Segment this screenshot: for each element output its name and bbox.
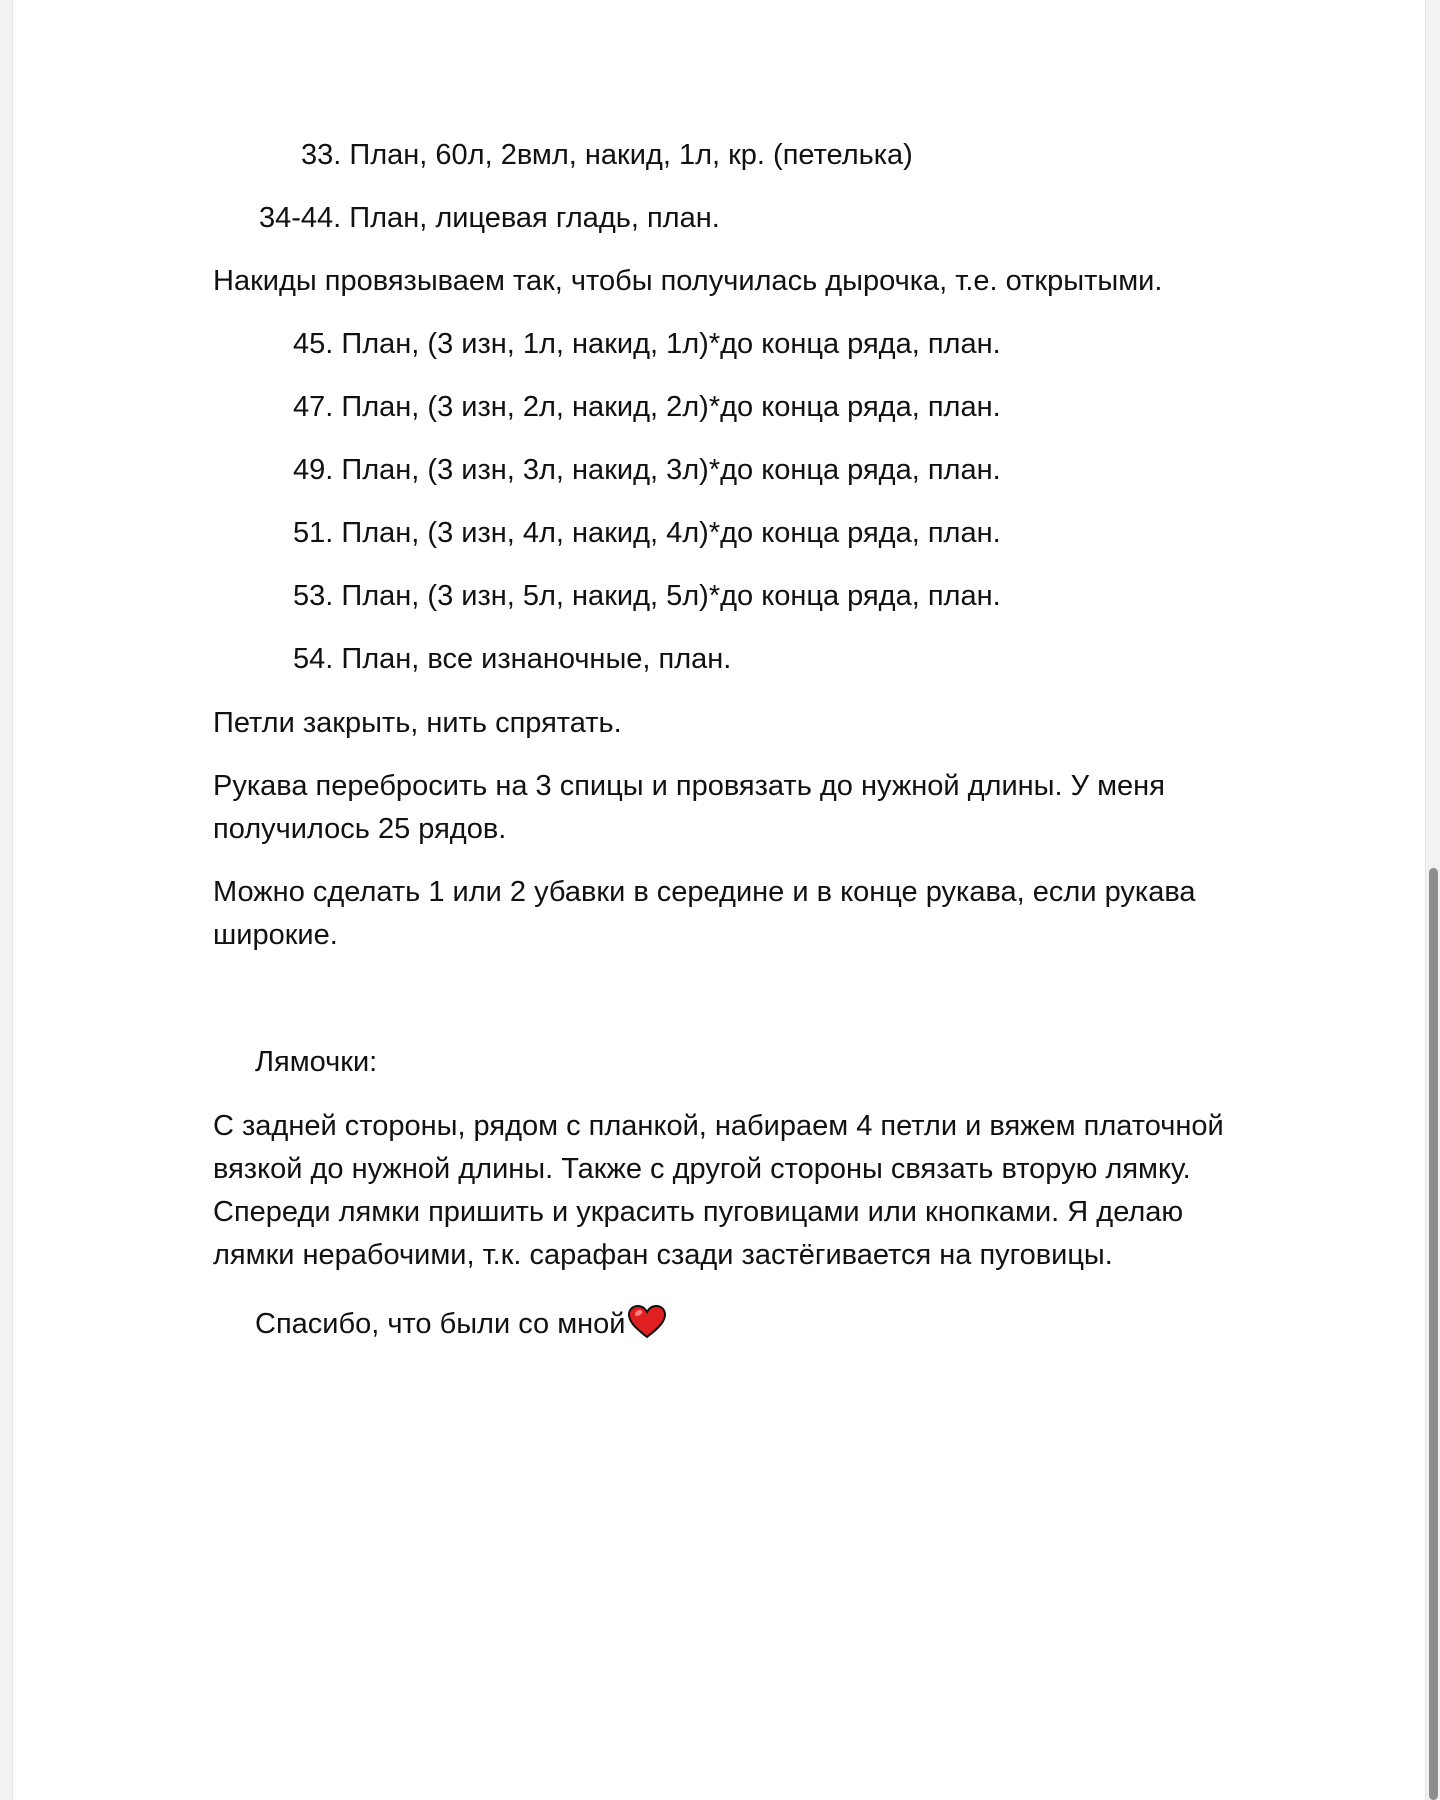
decrease-text-line-2: широкие. — [213, 919, 338, 951]
row-text: План, (3 изн, 2л, накид, 2л)*до конца ряда, план. — [341, 391, 1001, 423]
row-number: 53. — [293, 580, 334, 612]
row-text: План, (3 изн, 3л, накид, 3л)*до конца ряда, план. — [341, 454, 1001, 486]
straps-heading: Лямочки: — [255, 1046, 378, 1078]
thanks-line — [255, 1303, 666, 1352]
row-45 — [293, 323, 1001, 366]
row-number: 34-44. — [259, 202, 342, 234]
heart-icon — [628, 1305, 666, 1352]
row-number: 51. — [293, 517, 334, 549]
straps-text-line-4: лямки нерабочими, т.к. сарафан сзади застёгивается на пуговицы. — [213, 1239, 1113, 1271]
row-number: 47. — [293, 391, 334, 423]
row-text: План, (3 изн, 1л, накид, 1л)*до конца ряда, план. — [341, 328, 1001, 360]
note-yarn-overs: Накиды провязываем так, чтобы получилась дырочка, т.е. открытыми. — [213, 265, 1163, 297]
row-33 — [301, 134, 913, 177]
document-page — [12, 0, 1426, 1800]
straps-text-line-3: Спереди лямки пришить и украсить пуговицами или кнопками. Я делаю — [213, 1196, 1184, 1228]
row-number: 54. — [293, 643, 334, 675]
row-49 — [293, 449, 1001, 492]
row-text: План, (3 изн, 4л, накид, 4л)*до конца ряда, план. — [341, 517, 1001, 549]
vertical-scrollbar[interactable] — [1429, 868, 1438, 1800]
sleeves-text-line-2: получилось 25 рядов. — [213, 813, 507, 845]
row-number: 49. — [293, 454, 334, 486]
sleeves-text-line-1: Рукава перебросить на 3 спицы и провязать до нужной длины. У меня — [213, 770, 1165, 802]
decrease-text-line-1: Можно сделать 1 или 2 убавки в середине и в конце рукава, если рукава — [213, 876, 1196, 908]
straps-text-line-2: вязкой до нужной длины. Также с другой стороны связать вторую лямку. — [213, 1153, 1191, 1185]
row-number: 33. — [301, 139, 342, 171]
row-47 — [293, 386, 1001, 429]
row-text: План, все изнаночные, план. — [341, 643, 732, 675]
row-51 — [293, 512, 1001, 555]
thanks-text: Спасибо, что были со мной — [255, 1308, 626, 1340]
row-text: План, (3 изн, 5л, накид, 5л)*до конца ряда, план. — [341, 580, 1001, 612]
row-34-44 — [259, 197, 720, 240]
row-53 — [293, 575, 1001, 618]
row-54 — [293, 638, 731, 681]
row-text: План, 60л, 2вмл, накид, 1л, кр. (петелька) — [349, 139, 913, 171]
close-loops-text: Петли закрыть, нить спрятать. — [213, 707, 622, 739]
row-number: 45. — [293, 328, 334, 360]
row-text: План, лицевая гладь, план. — [349, 202, 720, 234]
straps-text-line-1: С задней стороны, рядом с планкой, набираем 4 петли и вяжем платочной — [213, 1110, 1224, 1142]
